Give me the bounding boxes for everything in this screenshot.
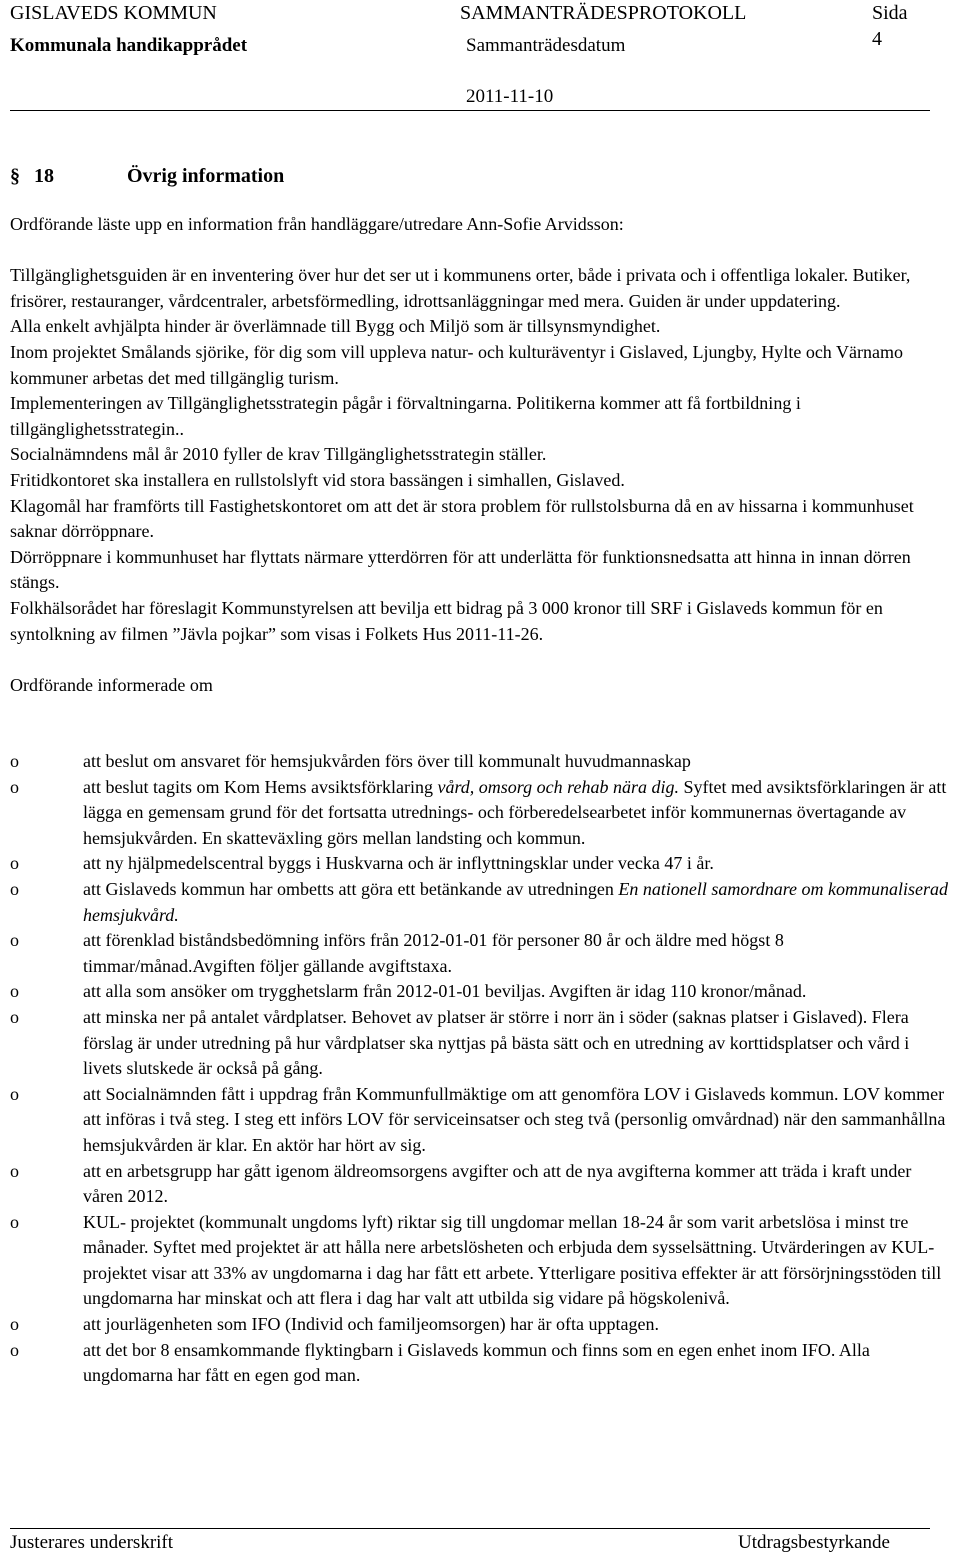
list-item: o att jourlägenheten som IFO (Individ och familjeomsorgen) har är ofta upptagen. xyxy=(10,1312,950,1338)
page-number: 4 xyxy=(872,28,882,50)
paragraph: Folkhälsorådet har föreslagit Kommunstyrelsen att bevilja ett bidrag på 3 000 kronor till SRF i Gislaveds kommun för en syntolkning av filmen ”Jävla pojkar” som visas i Folkets Hus 2011-11-26. xyxy=(10,597,883,644)
page-label: Sida xyxy=(872,2,908,24)
document-type: SAMMANTRÄDESPROTOKOLL xyxy=(460,2,747,24)
paragraph: Klagomål har framförts till Fastighetskontoret om att det är stora problem för rullstolsburna då en av hissarna i kommunhuset saknar dörröppnare. xyxy=(10,495,914,542)
list-item: o att beslut tagits om Kom Hems avsiktsförklaring vård, omsorg och rehab nära dig. Syftet med avsiktsförklaringen är att lägga en gemensam grund för det fortsatta utrednings- och förberedelsearbetet inför kommunernas övertagande av hemsjukvården. En skatteväxling görs mellan landsting och kommun. xyxy=(10,776,947,848)
information-list xyxy=(10,749,950,1389)
bullet-marker: o xyxy=(10,853,19,874)
section-number: 18 xyxy=(34,165,54,187)
meeting-date-label: Sammanträdesdatum xyxy=(466,35,626,56)
bullet-marker: o xyxy=(10,1211,19,1232)
bullet-marker: o xyxy=(10,1314,19,1335)
list-item: o att ny hjälpmedelscentral byggs i Huskvarna och är inflyttningsklar under vecka 47 i år. xyxy=(10,851,950,877)
footer-rule xyxy=(10,1528,930,1529)
list-item: o KUL- projektet (kommunalt ungdoms lyft) riktar sig till ungdomar mellan 18-24 år som varit arbetslösa i minst tre månader. Syftet med projektet är att hålla nere arbetslösheten och erbjuda dem sysselsättning. Utvärderingen av KUL-projektet visar att 33% av ungdomarna i dag har fått ett arbete. Ytterligare positiva effekter är att försörjningsstöden till ungdomarna har minskat och att flera i dag har valt att utbilda sig vidare på högskolenivå. xyxy=(10,1211,942,1309)
paragraph: Inom projektet Smålands sjörike, för dig som vill uppleva natur- och kulturäventyr i Gislaved, Ljungby, Hylte och Värnamo kommuner arbetas det med tillgänglig turism. xyxy=(10,341,903,388)
bullet-marker: o xyxy=(10,1160,19,1181)
bullet-marker: o xyxy=(10,776,19,797)
bullet-marker: o xyxy=(10,751,19,771)
meeting-date: 2011-11-10 xyxy=(466,86,554,107)
paragraph: Socialnämndens mål år 2010 fyller de krav Tillgänglighetsstrategin ställer. xyxy=(10,444,547,465)
paragraph: Fritidkontoret ska installera en rullstolslyft vid stora bassängen i simhallen, Gislaved. xyxy=(10,469,625,490)
list-item: o att förenklad biståndsbedömning införs från 2012-01-01 för personer 80 år och äldre med högst 8 timmar/månad.Avgiften följer gällande avgiftstaxa. xyxy=(10,930,784,976)
paragraph: Alla enkelt avhjälpta hinder är överlämnade till Bygg och Miljö som är tillsynsmyndighet. xyxy=(10,316,661,337)
paragraph: Dörröppnare i kommunhuset har flyttats närmare ytterdörren för att underlätta för funktionsnedsatta att hinna in innan dörren stängs. xyxy=(10,546,911,593)
list-item: o att en arbetsgrupp har gått igenom äldreomsorgens avgifter och att de nya avgifterna kommer att träda i kraft under våren 2012. xyxy=(10,1160,912,1207)
informed-heading: Ordförande informerade om xyxy=(10,674,213,695)
bullet-marker: o xyxy=(10,1006,19,1027)
section-title: Övrig information xyxy=(127,165,285,187)
list-item: o att minska ner på antalet vårdplatser. Behovet av platser är större i norr än i söder (saknas platser i Gislaved). Flera förslag är under utredning på hur vårdplatser ska nyttjas på bästa sätt och en utredning av korttidsplatser och vård i livets slutskede är också på gång. xyxy=(10,1006,910,1079)
section-heading xyxy=(10,164,284,188)
council-name: Kommunala handikapprådet xyxy=(10,35,248,56)
header-rule xyxy=(10,110,930,111)
org-name: GISLAVEDS KOMMUN xyxy=(10,2,217,24)
paragraph: Tillgänglighetsguiden är en inventering över hur det ser ut i kommunens orter, både i privata och i offentliga lokaler. Butiker, frisörer, restauranger, vårdcentraler, arbetsförmedling, idrottsanläggningar med mera. Guiden är under uppdatering. xyxy=(10,265,911,311)
bullet-marker: o xyxy=(10,878,19,899)
paragraph: Implementeringen av Tillgänglighetsstrategin pågår i förvaltningarna. Politikerna kommer att få fortbildning i tillgänglighetsstrategin.. xyxy=(10,393,801,439)
list-item: o att det bor 8 ensamkommande flyktingbarn i Gislaveds kommun och finns som en egen enhet inom IFO. Alla ungdomarna har fått en egen god man. xyxy=(10,1339,870,1386)
list-item: o att Socialnämnden fått i uppdrag från Kommunfullmäktige om att genomföra LOV i Gislaveds kommun. LOV kommer att införas i två steg. I steg ett införs LOV för serviceinsatser och steg två (personlig omvårdnad) när den sammanhållna hemsjukvården är klar. En aktör har hört av sig. xyxy=(10,1083,946,1155)
section-symbol: § xyxy=(10,165,20,187)
bullet-marker: o xyxy=(10,981,19,1002)
list-item: o att beslut om ansvaret för hemsjukvården förs över till kommunalt huvudmannaskap xyxy=(10,749,950,775)
main-text xyxy=(10,212,955,698)
list-item: o att alla som ansöker om trygghetslarm från 2012-01-01 beviljas. Avgiften är idag 110 kronor/månad. xyxy=(10,979,950,1005)
certification-label: Utdragsbestyrkande xyxy=(738,1532,890,1553)
bullet-marker: o xyxy=(10,1339,19,1360)
bullet-marker: o xyxy=(10,1083,19,1104)
signature-label: Justerares underskrift xyxy=(10,1532,174,1553)
intro-line: Ordförande läste upp en information från handläggare/utredare Ann-Sofie Arvidsson: xyxy=(10,214,624,234)
bullet-marker: o xyxy=(10,930,19,951)
list-item: o att Gislaveds kommun har ombetts att göra ett betänkande av utredningen En nationell samordnare om kommunaliserad hemsjukvård. xyxy=(10,878,949,925)
